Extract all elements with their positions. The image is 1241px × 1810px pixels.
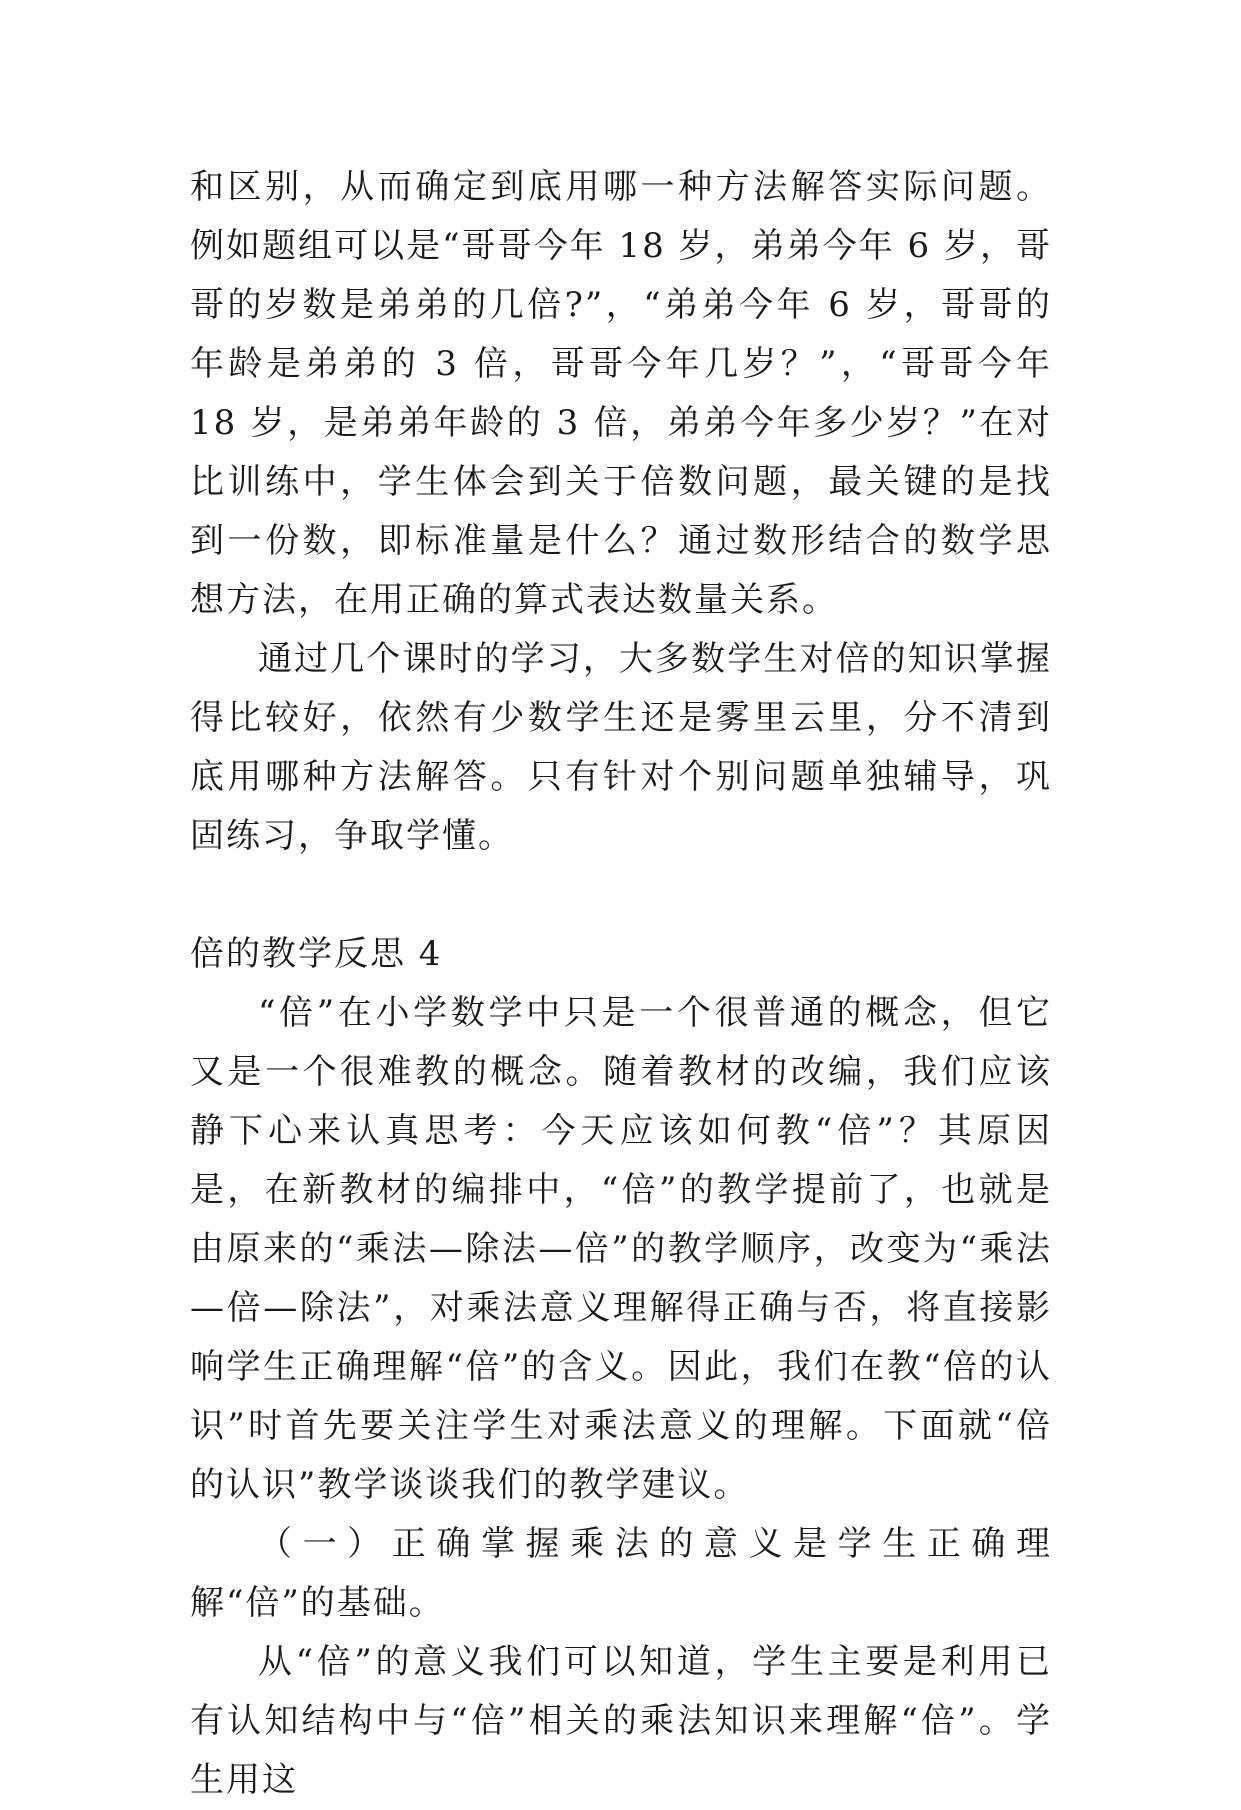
document-body — [190, 158, 1052, 1810]
paragraph-1: 和区别，从而确定到底用哪一种方法解答实际问题。例如题组可以是“哥哥今年 18 岁，弟弟今年 6 岁，哥哥的岁数是弟弟的几倍?”，“弟弟今年 6 岁，哥哥的年龄是弟弟的 3 倍，哥哥今年几岁？”，“哥哥今年 18 岁，是弟弟年龄的 3 倍，弟弟今年多少岁？”在对比训练中，学生体会到关于倍数问题，最关键的是找到一份数，即标准量是什么？通过数形结合的数学思想方法，在用正确的算式表达数量关系。 — [190, 167, 1052, 620]
section-heading: 倍的教学反思 4 — [190, 934, 443, 974]
paragraph-4: （一）正确掌握乘法的意义是学生正确理解“倍”的基础。 — [190, 1524, 1052, 1623]
paragraph-2: 通过几个课时的学习，大多数学生对倍的知识掌握得比较好，依然有少数学生还是雾里云里，分不清到底用哪种方法解答。只有针对个别问题单独辅导，巩固练习，争取学懂。 — [190, 639, 1052, 856]
paragraph-5: 从“倍”的意义我们可以知道，学生主要是利用已有认知结构中与“倍”相关的乘法知识来理解“倍”。学生用这 — [190, 1642, 1052, 1800]
paragraph-3: “倍”在小学数学中只是一个很普通的概念，但它又是一个很难教的概念。随着教材的改编，我们应该静下心来认真思考：今天应该如何教“倍”？其原因是，在新教材的编排中，“倍”的教学提前了，也就是由原来的“乘法—除法—倍”的教学顺序，改变为“乘法—倍—除法”，对乘法意义理解得正确与否，将直接影响学生正确理解“倍”的含义。因此，我们在教“倍的认识”时首先要关注学生对乘法意义的理解。下面就“倍的认识”教学谈谈我们的教学建议。 — [190, 993, 1052, 1505]
